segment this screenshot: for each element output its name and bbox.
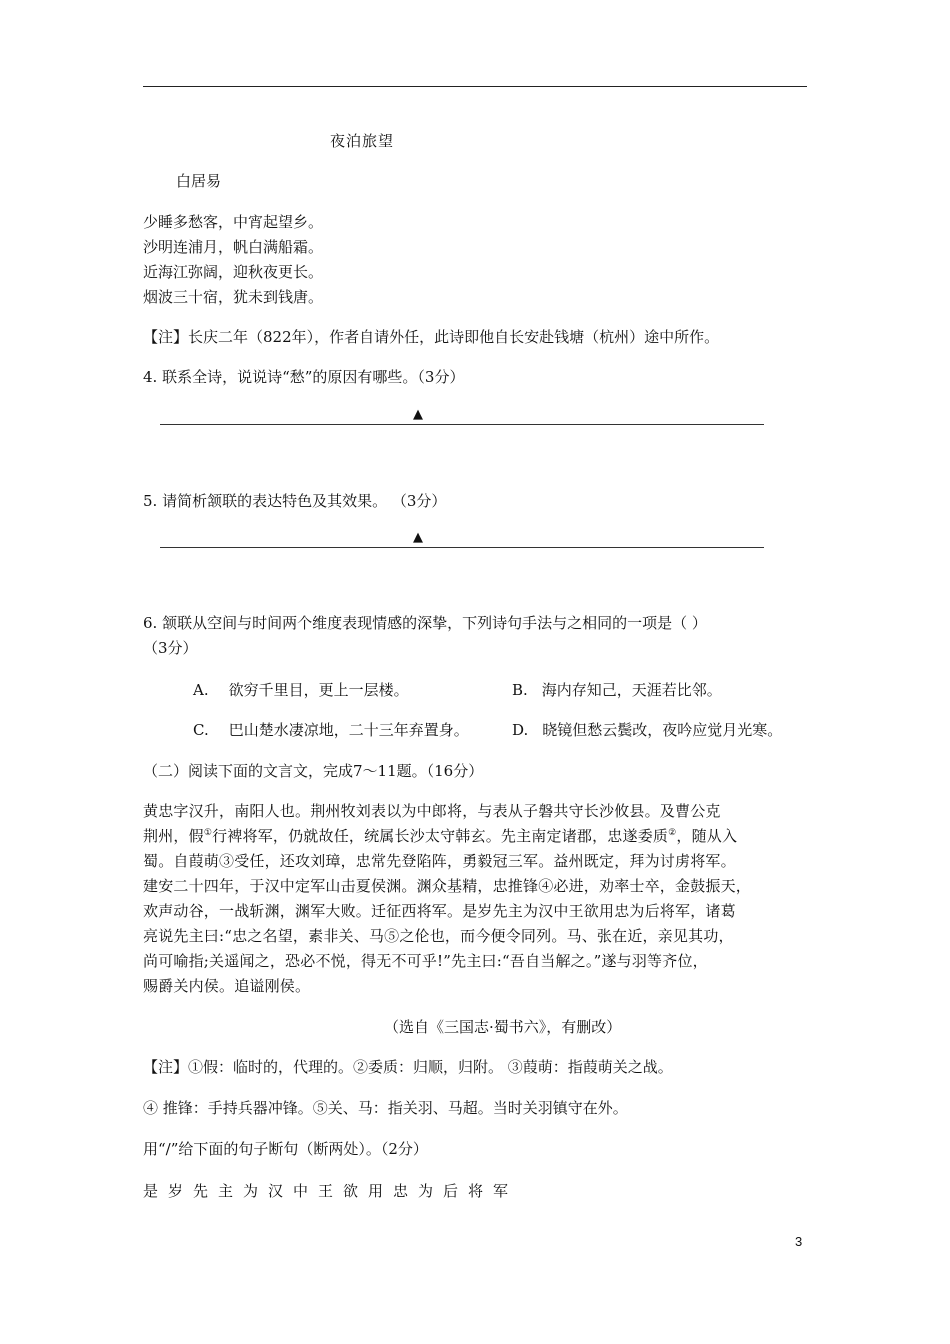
- poem-note: 【注】长庆二年（822年），作者自请外任，此诗即他自长安赴钱塘（杭州）途中所作。: [143, 328, 720, 346]
- poem-author: 白居易: [176, 172, 222, 190]
- option-c-text: 巴山楚水凄凉地，二十三年弃置身。: [228, 721, 469, 739]
- question-6: 6. 颔联从空间与时间两个维度表现情感的深挚，下列诗句手法与之相同的一项是（ ）: [143, 614, 707, 632]
- passage-line-6: 亮说先主曰:“忠之名望，素非关、马⑤之伦也，而今便令同列。马、张在近，亲见其功，: [143, 927, 734, 945]
- option-a-label: A.: [193, 681, 209, 699]
- question-7: 用“/”给下面的句子断句（断两处）。（2分）: [143, 1140, 428, 1158]
- poem-line-2: 沙明连浦月，帆白满船霜。: [143, 238, 324, 256]
- option-d-text: 晓镜但愁云鬓改，夜吟应觉月光寒。: [542, 721, 783, 739]
- question-5: 5. 请简析颔联的表达特色及其效果。 （3分）: [143, 492, 447, 510]
- passage-line-7: 尚可喻指;关遥闻之，恐必不悦，得无不可乎!”先主曰:“吾自当解之。”遂与羽等齐位，: [143, 952, 708, 970]
- annotation-2: ④ 推锋：手持兵器冲锋。⑤关、马：指关羽、马超。当时关羽镇守在外。: [143, 1099, 628, 1117]
- option-d: [512, 719, 782, 740]
- option-a: [193, 679, 409, 700]
- header-rule: [143, 86, 807, 87]
- answer-line-q4: [160, 424, 764, 425]
- question-7-sentence: 是岁先主为汉中王欲用忠为后将军: [143, 1182, 519, 1200]
- option-b-text: 海内存知己，天涯若比邻。: [541, 681, 722, 699]
- option-a-text: 欲穷千里目，更上一层楼。: [228, 681, 409, 699]
- section-2-heading: （二）阅读下面的文言文，完成7～11题。（16分）: [143, 762, 484, 780]
- answer-marker-q5: ▲: [413, 530, 423, 545]
- passage-line-5: 欢声动谷，一战斩渊，渊军大败。迁征西将军。是岁先主为汉中王欲用忠为后将军，诸葛: [143, 902, 736, 920]
- answer-marker-q4: ▲: [413, 407, 423, 422]
- question-6-score: （3分）: [143, 639, 198, 657]
- option-c-label: C.: [193, 721, 209, 739]
- option-b-label: B.: [512, 681, 528, 699]
- passage-line-1: 黄忠字汉升，南阳人也。荆州牧刘表以为中郎将，与表从子磐共守长沙攸县。及曹公克: [143, 802, 721, 820]
- passage-line-2: 荆州，假①行裨将军，仍就故任，统属长沙太守韩玄。先主南定诸郡，忠遂委质②，随从入: [143, 827, 738, 845]
- passage-line-3: 蜀。自葭萌③受任，还攻刘璋，忠常先登陷阵，勇毅冠三军。益州既定，拜为讨虏将军。: [143, 852, 736, 870]
- page-number: 3: [795, 1234, 803, 1249]
- option-c: [193, 719, 469, 740]
- option-b: [512, 679, 722, 700]
- option-d-label: D.: [512, 721, 529, 739]
- passage-line-4: 建安二十四年，于汉中定军山击夏侯渊。渊众基精，忠推锋④必进，劝率士卒，金鼓振天，: [143, 877, 752, 895]
- poem-title: 夜泊旅望: [330, 132, 395, 150]
- poem-line-4: 烟波三十宿，犹未到钱唐。: [143, 288, 324, 306]
- passage-line-8: 赐爵关内侯。追谥刚侯。: [143, 977, 311, 995]
- question-4: 4. 联系全诗，说说诗“愁”的原因有哪些。（3分）: [143, 368, 465, 386]
- passage-source: （选自《三国志·蜀书六》，有删改）: [384, 1018, 622, 1036]
- poem-line-1: 少睡多愁客，中宵起望乡。: [143, 213, 324, 231]
- poem-line-3: 近海江弥阔，迎秋夜更长。: [143, 263, 324, 281]
- annotation-1: 【注】①假：临时的，代理的。②委质：归顺，归附。 ③葭萌：指葭萌关之战。: [143, 1058, 673, 1076]
- answer-line-q5: [160, 547, 764, 548]
